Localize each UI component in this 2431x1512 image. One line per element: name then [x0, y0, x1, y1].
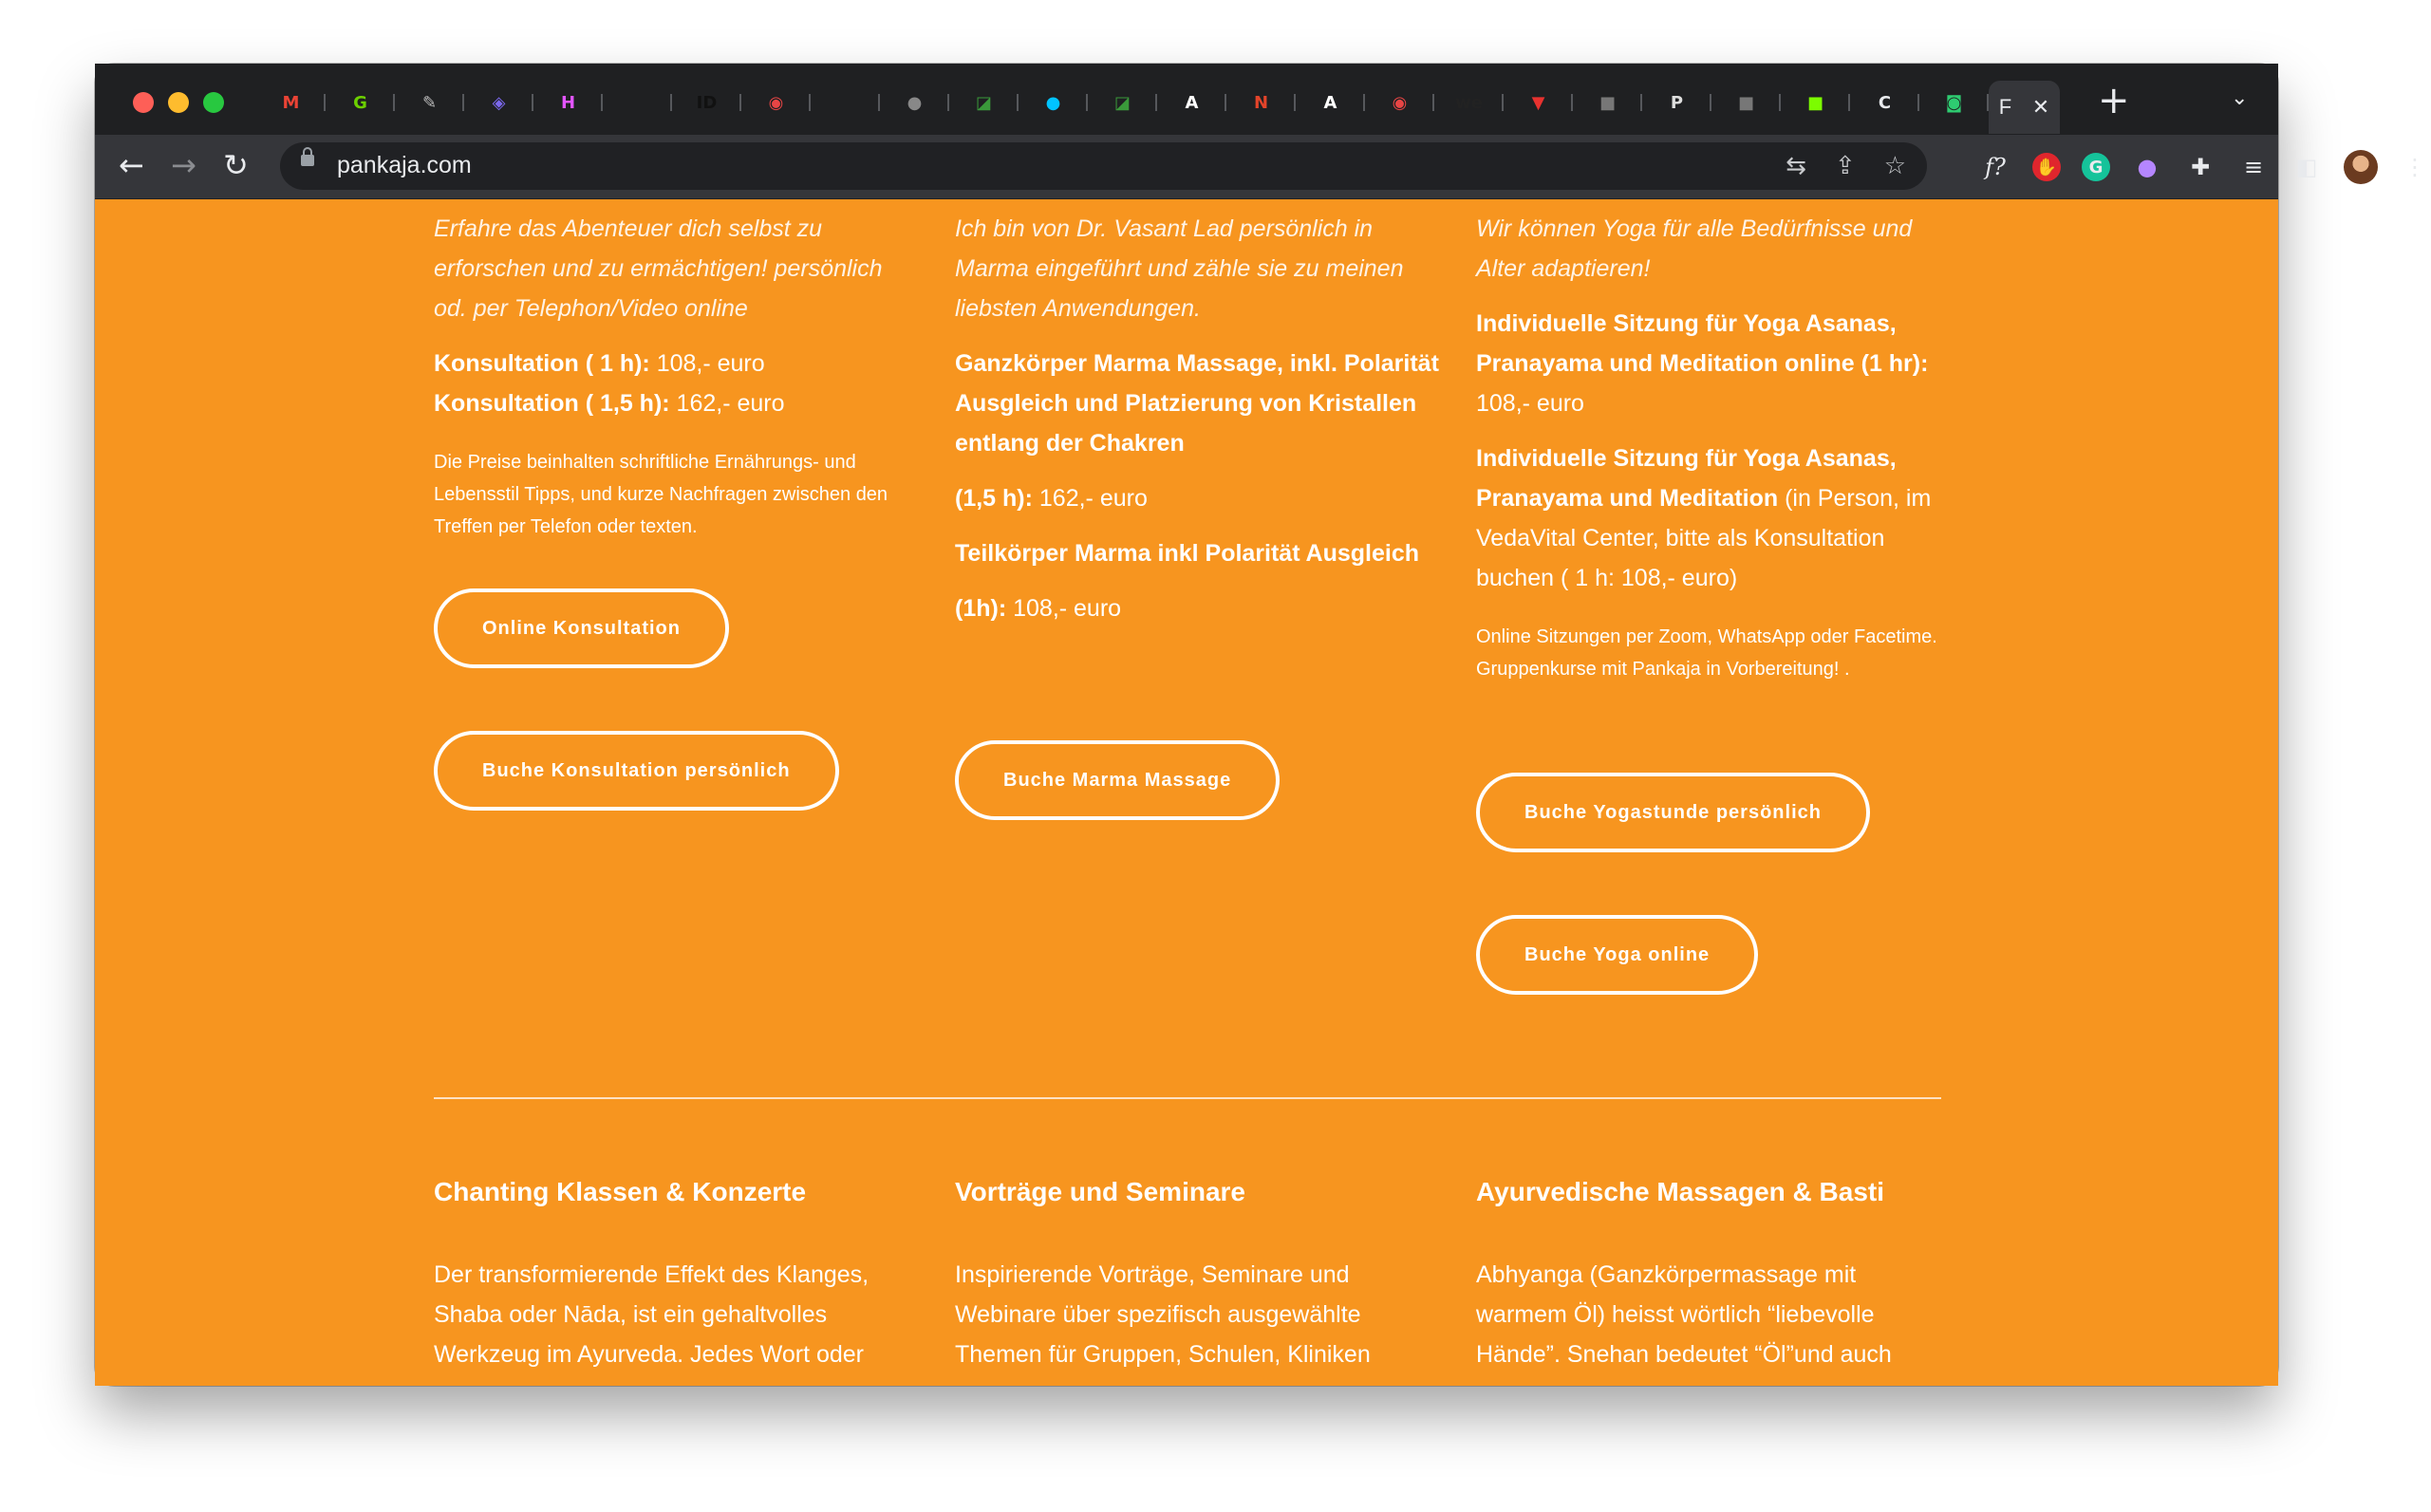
online-consultation-button[interactable]: Online Konsultation	[434, 588, 729, 668]
browser-tab[interactable]	[1157, 81, 1226, 124]
side-panel-icon[interactable]: ◧	[2295, 154, 2318, 180]
yoga-column	[1476, 199, 1960, 965]
yoga-note: Online Sitzungen per Zoom, WhatsApp oder Facetime. Gruppenkurse mit Pankaja in Vorbereitung! .	[1476, 626, 1937, 680]
browser-tab[interactable]	[1573, 81, 1642, 124]
block-hand-icon[interactable]: ✋	[2032, 153, 2061, 181]
browser-tab[interactable]	[1504, 81, 1573, 124]
session-value: 108,- euro	[1476, 390, 1584, 417]
browser-tab[interactable]	[1781, 81, 1850, 124]
price-label: Konsultation ( 1 h):	[434, 350, 650, 377]
circle-icon: ●	[907, 92, 923, 113]
price-value: 162,- euro	[669, 390, 785, 417]
chanting-heading: Chanting Klassen & Konzerte	[434, 1177, 807, 1206]
hypotenuse-icon: H	[560, 92, 576, 113]
browser-tab[interactable]	[1434, 81, 1504, 124]
letter-p-icon: P	[1670, 92, 1684, 113]
blank-dark-icon	[833, 90, 858, 115]
active-tab-title: F	[1998, 95, 2012, 119]
browser-tab[interactable]	[1088, 81, 1157, 124]
book-yoga-person-button[interactable]: Buche Yogastunde persönlich	[1476, 773, 1870, 852]
we-icon: we	[1455, 92, 1483, 113]
massages-heading: Ayurvedische Massagen & Basti	[1476, 1177, 1885, 1206]
book-yoga-online-button[interactable]: Buche Yoga online	[1476, 915, 1758, 995]
consultation-price-15h	[434, 383, 918, 423]
price-value: 108,- euro	[649, 350, 765, 377]
back-button[interactable]: ←	[119, 147, 144, 183]
marma-partial-title: Teilkörper Marma inkl Polarität Ausgleich	[955, 540, 1420, 567]
marma-partial-price	[955, 588, 1439, 628]
cube-icon: ■	[1599, 92, 1616, 113]
share-icon[interactable]: ⇪	[1834, 152, 1856, 180]
lock-icon[interactable]	[301, 155, 314, 166]
section-divider	[434, 1097, 1941, 1099]
browser-tab[interactable]	[256, 81, 326, 124]
browser-tab[interactable]	[1711, 81, 1781, 124]
gmail-icon: M	[282, 92, 300, 113]
yoga-intro: Wir können Yoga für alle Bedürfnisse und Alter adaptieren!	[1476, 215, 1913, 282]
letter-a-icon: A	[1185, 92, 1199, 113]
green-doc-icon: ◪	[975, 92, 992, 113]
yoga-person-session	[1476, 439, 1960, 598]
yoga-online-session	[1476, 304, 1960, 423]
zoom-window-button[interactable]	[203, 92, 224, 113]
browser-tab[interactable]	[949, 81, 1019, 124]
eye-icon: ◉	[768, 92, 784, 113]
browser-tab[interactable]	[811, 81, 880, 124]
id-icon: ID	[696, 92, 718, 113]
red-shield-icon: ▼	[1531, 92, 1545, 113]
price-label: Konsultation ( 1,5 h):	[434, 390, 670, 417]
cube-icon: ■	[1737, 92, 1754, 113]
new-tab-button[interactable]: +	[2098, 79, 2130, 122]
browser-window	[95, 64, 2426, 1386]
consultation-intro: Erfahre das Abenteuer dich selbst zu erforschen und zu ermächtigen! persönlich od. per Telephon/Video online	[434, 215, 883, 322]
pen-icon: ✎	[421, 92, 438, 113]
address-bar[interactable]	[280, 142, 1927, 190]
eye-icon: ◉	[1392, 92, 1408, 113]
green-app-icon: ◙	[1945, 92, 1963, 113]
consultation-price-1h	[434, 344, 918, 383]
marma-fullbody-price	[955, 478, 1439, 518]
book-marma-button[interactable]: Buche Marma Massage	[955, 740, 1280, 820]
browser-tab[interactable]	[741, 81, 811, 124]
browser-tab[interactable]	[672, 81, 741, 124]
letter-a-icon: A	[1323, 92, 1337, 113]
price-label: (1,5 h):	[955, 485, 1033, 512]
browser-tab[interactable]	[1226, 81, 1296, 124]
browser-tab[interactable]	[326, 81, 395, 124]
active-tab[interactable]	[1989, 81, 2060, 134]
browser-tab[interactable]	[1642, 81, 1711, 124]
browser-tab[interactable]	[395, 81, 464, 124]
price-value: 162,- euro	[1032, 485, 1148, 512]
tab-search-button[interactable]: ⌄	[2231, 86, 2249, 110]
tab-strip	[95, 64, 2278, 135]
marma-intro: Ich bin von Dr. Vasant Lad persönlich in Marma eingeführt und zähle sie zu meinen liebsten Anwendungen.	[955, 215, 1404, 322]
marma-fullbody-title: Ganzkörper Marma Massage, inkl. Polarität Ausgleich und Platzierung von Kristallen entlang der Chakren	[955, 350, 1439, 457]
speaker-icon: C	[1878, 92, 1892, 113]
n-plus-e-icon: N	[1253, 92, 1269, 113]
browser-tab[interactable]	[880, 81, 949, 124]
massages-description: Abhyanga (Ganzkörpermassage mit warmem Öl) heisst wörtlich “liebevolle Hände”. Snehan bedeutet “Öl”und auch	[1476, 1261, 1892, 1368]
puzzle-extensions-icon[interactable]: ✚	[2190, 154, 2211, 180]
web-page	[95, 199, 2278, 1386]
green-square-icon: ■	[1806, 92, 1823, 113]
font-finder-icon[interactable]: f?	[1985, 154, 2006, 180]
grammarly-extension-icon[interactable]: G	[2082, 153, 2110, 181]
browser-tab[interactable]	[533, 81, 603, 124]
tab-list	[256, 81, 2060, 124]
grammarly-icon: G	[353, 92, 367, 113]
browser-tab[interactable]	[1850, 81, 1919, 124]
blank-dark-icon	[626, 90, 650, 115]
green-doc-icon: ◪	[1113, 92, 1131, 113]
forward-button[interactable]: →	[171, 147, 196, 183]
book-consultation-button[interactable]: Buche Konsultation persönlich	[434, 731, 839, 811]
consultation-note: Die Preise beinhalten schriftliche Ernährungs- und Lebensstil Tipps, und kurze Nachfragen zwischen den Treffen per Telefon oder texten.	[434, 452, 888, 537]
lectures-heading: Vorträge und Seminare	[955, 1177, 1246, 1206]
clickup-icon: ◈	[492, 92, 506, 113]
chanting-description: Der transformierende Effekt des Klanges, Shaba oder Nāda, ist ein gehaltvolles Werkzeug im Ayurveda. Jedes Wort oder	[434, 1261, 870, 1368]
browser-tab[interactable]	[603, 81, 672, 124]
bookmark-star-icon[interactable]: ☆	[1883, 152, 1906, 180]
session-label: Individuelle Sitzung für Yoga Asanas, Pranayama und Meditation online (1 hr):	[1476, 310, 1929, 377]
browser-toolbar	[95, 135, 2426, 199]
browser-tab[interactable]	[464, 81, 533, 124]
lectures-description: Inspirierende Vorträge, Seminare und Webinare über spezifisch ausgewählte Themen für Gruppen, Schulen, Kliniken	[955, 1261, 1371, 1368]
purple-orb-icon[interactable]: ●	[2137, 154, 2158, 180]
dot-blue-icon: ●	[1045, 92, 1061, 113]
close-tab-icon[interactable]: ✕	[2031, 95, 2050, 119]
profile-avatar[interactable]	[2344, 150, 2378, 184]
consultation-column	[434, 199, 918, 781]
browser-tab[interactable]	[1919, 81, 1989, 124]
reading-list-icon[interactable]: ≡	[2243, 154, 2264, 180]
translate-icon[interactable]: ⇆	[1786, 152, 1806, 180]
price-value: 108,- euro	[1006, 595, 1122, 622]
session-label: Individuelle Sitzung für Yoga Asanas, Pranayama und Meditation	[1476, 445, 1897, 512]
reload-button[interactable]: ↻	[223, 147, 249, 183]
minimize-window-button[interactable]	[168, 92, 189, 113]
price-label: (1h):	[955, 595, 1007, 622]
url-text[interactable]: pankaja.com	[337, 152, 472, 178]
browser-tab[interactable]	[1365, 81, 1434, 124]
session-value: (in Person, im VedaVital Center, bitte als Konsultation buchen ( 1 h: 108,- euro)	[1476, 485, 1932, 591]
browser-tab[interactable]	[1296, 81, 1365, 124]
browser-tab[interactable]	[1019, 81, 1088, 124]
browser-menu-icon[interactable]: ⋮	[2403, 154, 2426, 180]
close-window-button[interactable]	[133, 92, 154, 113]
extensions-area	[1979, 150, 2431, 184]
marma-column	[955, 199, 1439, 791]
